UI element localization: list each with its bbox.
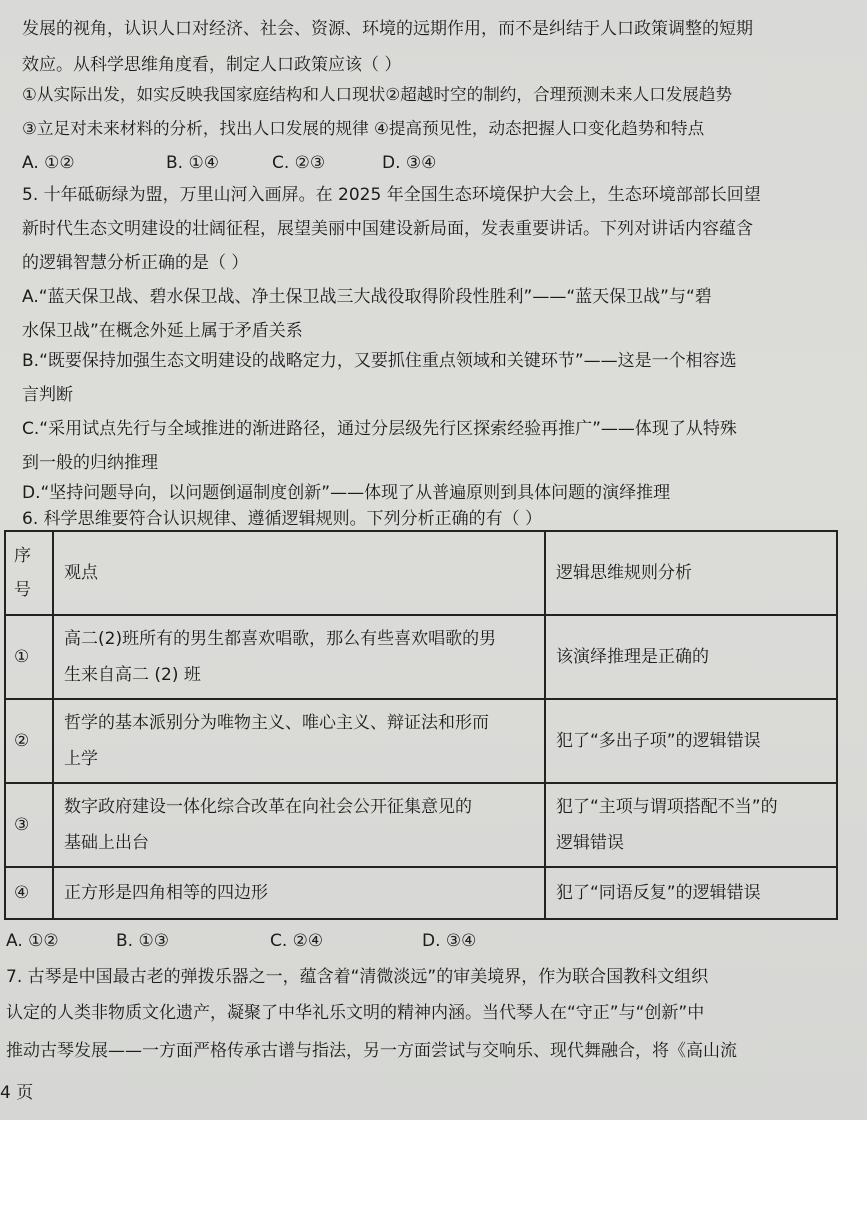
row-num: ②	[5, 699, 53, 783]
row-view-line: 哲学的基本派别分为唯物主义、唯心主义、辩证法和形而	[64, 713, 489, 733]
q6-stem: 6. 科学思维要符合认识规律、遵循逻辑规则。下列分析正确的有（ ）	[22, 509, 543, 529]
row-view	[53, 783, 545, 867]
q6-option-c: C. ②④	[270, 931, 324, 951]
q4-option-a: A. ①②	[22, 153, 75, 173]
row-view-line: 高二(2)班所有的男生都喜欢唱歌，那么有些喜欢唱歌的男	[64, 629, 497, 649]
q5-option-c: C.“采用试点先行与全域推进的渐进路径，通过分层级先行区探索经验再推广”——体现了从特殊	[22, 419, 737, 439]
row-analysis-line: 逻辑错误	[556, 833, 624, 853]
header-analysis: 逻辑思维规则分析	[545, 531, 837, 615]
q4-option-d: D. ③④	[382, 153, 437, 173]
q5-option-b-cont: 言判断	[22, 385, 73, 405]
row-num: ①	[5, 615, 53, 699]
q4-statement: ③立足对未来材料的分析，找出人口发展的规律 ④提高预见性，动态把握人口变化趋势和特点	[22, 119, 705, 138]
q6-table	[4, 530, 838, 920]
q4-text-line: 效应。从科学思维角度看，制定人口政策应该（ ）	[22, 55, 402, 75]
row-view: 正方形是四角相等的四边形	[53, 867, 545, 919]
row-view-line: 基础上出台	[64, 833, 149, 853]
q7-stem: 认定的人类非物质文化遗产，凝聚了中华礼乐文明的精神内涵。当代琴人在“守正”与“创新”中	[6, 1003, 705, 1023]
q5-option-b: B.“既要保持加强生态文明建设的战略定力，又要抓住重点领域和关键环节”——这是一个相容选	[22, 351, 737, 371]
q5-option-a: A.“蓝天保卫战、碧水保卫战、净土保卫战三大战役取得阶段性胜利”——“蓝天保卫战”与“碧	[22, 287, 712, 307]
q6-option-b: B. ①③	[116, 931, 169, 951]
q4-text-line: 发展的视角，认识人口对经济、社会、资源、环境的远期作用，而不是纠结于人口政策调整的短期	[22, 19, 753, 39]
table-row	[5, 783, 837, 867]
table-header-row	[5, 531, 837, 615]
q5-stem: 新时代生态文明建设的壮阔征程，展望美丽中国建设新局面，发表重要讲话。下列对讲话内容蕴含	[22, 219, 753, 239]
page-number: 4 页	[0, 1083, 34, 1103]
row-view	[53, 699, 545, 783]
row-analysis: 该演绎推理是正确的	[545, 615, 837, 699]
row-analysis-line: 犯了“主项与谓项搭配不当”的	[556, 797, 778, 817]
q7-stem: 7. 古琴是中国最古老的弹拨乐器之一，蕴含着“清微淡远”的审美境界，作为联合国教科文组织	[6, 967, 709, 987]
q6-option-a: A. ①②	[6, 931, 59, 951]
q5-option-d: D.“坚持问题导向，以问题倒逼制度创新”——体现了从普遍原则到具体问题的演绎推理	[22, 483, 671, 503]
q5-stem: 5. 十年砥砺绿为盟，万里山河入画屏。在 2025 年全国生态环境保护大会上，生态环境部部长回望	[22, 185, 761, 205]
q5-option-a-cont: 水保卫战”在概念外延上属于矛盾关系	[22, 321, 303, 341]
table-row	[5, 615, 837, 699]
q4-option-b: B. ①④	[166, 153, 219, 173]
row-num: ④	[5, 867, 53, 919]
row-view	[53, 615, 545, 699]
header-num-2: 号	[14, 580, 31, 600]
table-row	[5, 867, 837, 919]
q6-option-d: D. ③④	[422, 931, 477, 951]
table-row	[5, 699, 837, 783]
row-num: ③	[5, 783, 53, 867]
row-analysis	[545, 783, 837, 867]
header-view: 观点	[53, 531, 545, 615]
q5-stem: 的逻辑智慧分析正确的是（ ）	[22, 253, 249, 273]
row-analysis: 犯了“同语反复”的逻辑错误	[545, 867, 837, 919]
q4-option-c: C. ②③	[272, 153, 326, 173]
header-num-1: 序	[14, 546, 31, 566]
row-view-line: 上学	[64, 749, 98, 769]
q7-stem: 推动古琴发展——一方面严格传承古谱与指法，另一方面尝试与交响乐、现代舞融合，将《高山流	[6, 1041, 737, 1061]
q5-option-c-cont: 到一般的归纳推理	[22, 453, 158, 473]
row-view-line: 生来自高二 (2) 班	[64, 665, 201, 685]
q4-statement: ①从实际出发，如实反映我国家庭结构和人口现状②超越时空的制约，合理预测未来人口发展趋势	[22, 85, 733, 104]
row-view-line: 数字政府建设一体化综合改革在向社会公开征集意见的	[64, 797, 472, 817]
row-analysis: 犯了“多出子项”的逻辑错误	[545, 699, 837, 783]
header-num-cell	[5, 531, 53, 615]
